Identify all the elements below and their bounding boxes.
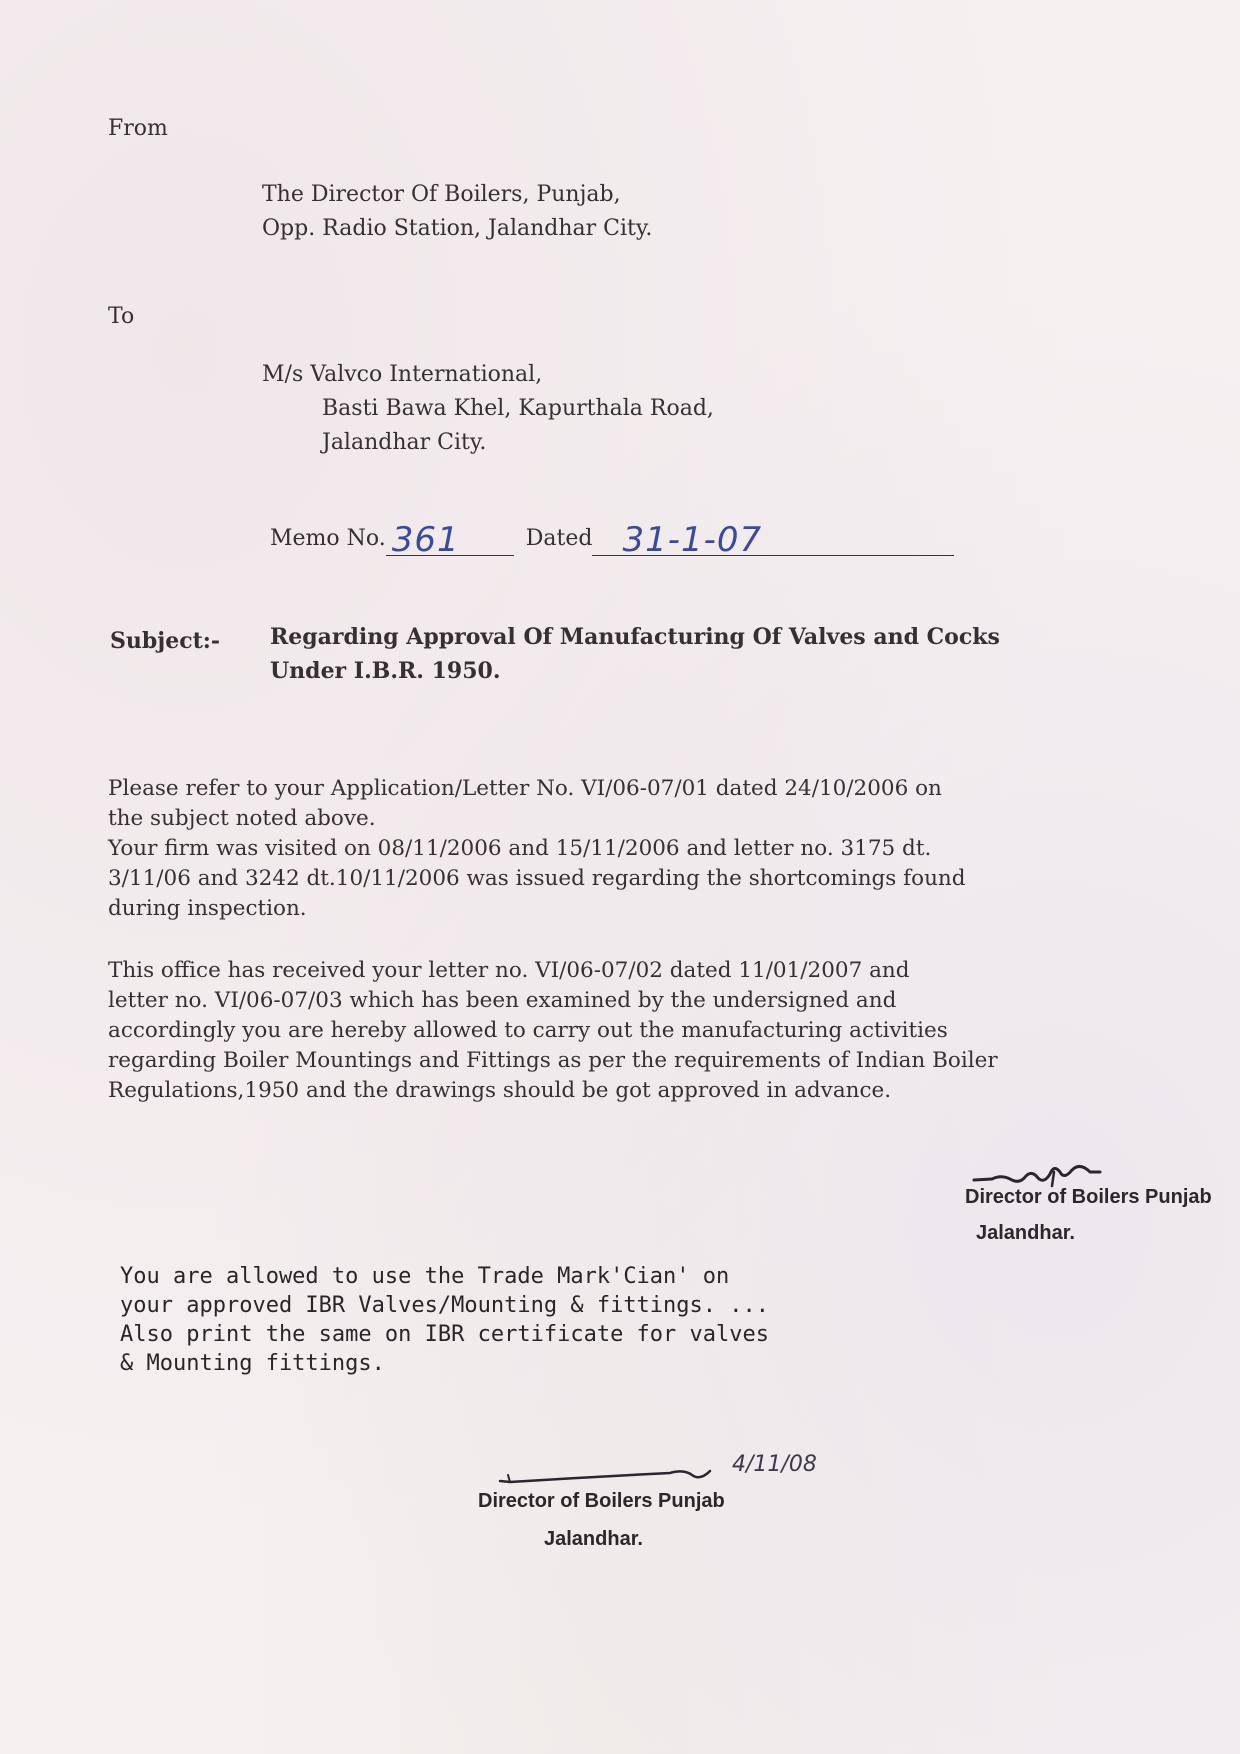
paragraph-line: 3/11/06 and 3242 dt.10/11/2006 was issued regarding the shortcomings found xyxy=(108,866,966,891)
memo-number-field xyxy=(386,520,514,560)
sender-address xyxy=(262,178,652,246)
memo-label: Memo No. xyxy=(270,526,386,551)
paragraph-line: Please refer to your Application/Letter No. VI/06-07/01 dated 24/10/2006 on xyxy=(108,776,942,801)
dated-label: Dated xyxy=(525,526,593,551)
memo-row xyxy=(270,520,954,560)
typed-note xyxy=(120,1262,769,1378)
subject-line: Under I.B.R. 1950. xyxy=(270,658,501,684)
paragraph-line: This office has received your letter no. VI/06-07/02 dated 11/01/2007 and xyxy=(108,958,910,983)
signature-2-date: 4/11/08 xyxy=(732,1452,817,1477)
sender-line: The Director Of Boilers, Punjab, xyxy=(262,182,621,207)
from-label: From xyxy=(108,116,168,141)
signature-2-title: Director of Boilers Punjab xyxy=(478,1490,725,1512)
recipient-line: Jalandhar City. xyxy=(322,430,487,455)
signature-1-title: Director of Boilers Punjab xyxy=(965,1186,1212,1208)
typed-note-line: & Mounting fittings. xyxy=(120,1351,385,1376)
paragraph-line: Your firm was visited on 08/11/2006 and 15/11/2006 and letter no. 3175 dt. xyxy=(108,836,932,861)
signature-2-place: Jalandhar. xyxy=(544,1528,643,1550)
subject-text xyxy=(270,620,1130,688)
recipient-name: M/s Valvco International, xyxy=(262,362,543,387)
subject-label: Subject:- xyxy=(110,628,221,654)
dated-handwritten: 31-1-07 xyxy=(622,520,763,560)
paragraph-line: letter no. VI/06-07/03 which has been examined by the undersigned and xyxy=(108,988,897,1013)
typed-note-line: your approved IBR Valves/Mounting & fittings. ... xyxy=(120,1293,770,1318)
paragraph-2 xyxy=(108,956,1148,1106)
to-label: To xyxy=(108,304,135,329)
memo-number-handwritten: 361 xyxy=(391,520,460,560)
recipient-address xyxy=(262,358,714,460)
signature-1-place: Jalandhar. xyxy=(976,1222,1075,1244)
sender-line: Opp. Radio Station, Jalandhar City. xyxy=(262,216,653,241)
paragraph-line: the subject noted above. xyxy=(108,806,376,831)
signature-scribble-2 xyxy=(470,1455,740,1489)
typed-note-line: You are allowed to use the Trade Mark'Cian' on xyxy=(120,1264,730,1289)
paragraph-1 xyxy=(108,774,1148,924)
typed-note-line: Also print the same on IBR certificate for valves xyxy=(120,1322,770,1347)
paragraph-line: accordingly you are hereby allowed to carry out the manufacturing activities xyxy=(108,1018,948,1043)
paragraph-line: regarding Boiler Mountings and Fittings as per the requirements of Indian Boiler xyxy=(108,1048,998,1073)
dated-field xyxy=(592,520,954,560)
subject-line: Regarding Approval Of Manufacturing Of Valves and Cocks xyxy=(270,624,1000,650)
paragraph-line: Regulations,1950 and the drawings should be got approved in advance. xyxy=(108,1078,892,1103)
recipient-line: Basti Bawa Khel, Kapurthala Road, xyxy=(322,396,714,421)
signature-scribble-1 xyxy=(968,1150,1108,1190)
paragraph-line: during inspection. xyxy=(108,896,307,921)
